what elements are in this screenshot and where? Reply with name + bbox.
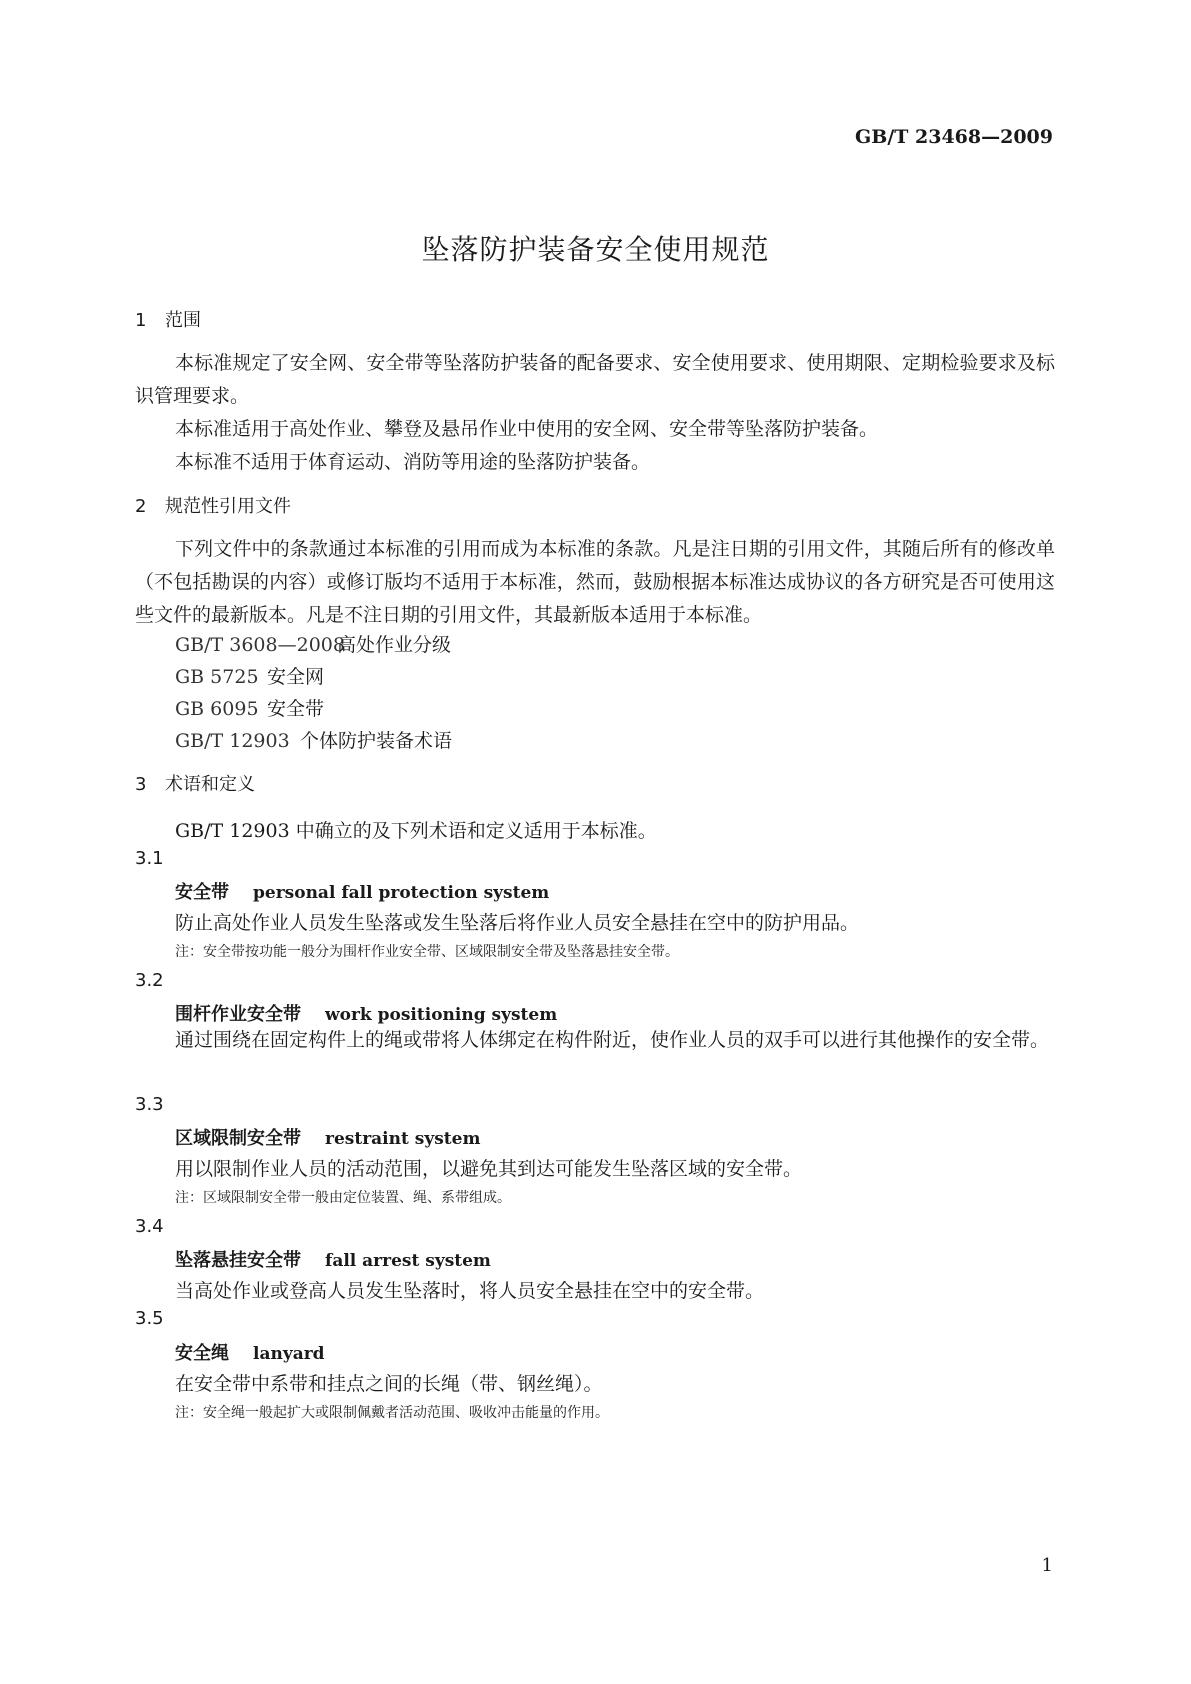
section-title: 范围 xyxy=(165,310,201,331)
section-number: 3 xyxy=(135,774,147,795)
term-number: 3.4 xyxy=(135,1216,164,1237)
term-chinese: 坠落悬挂安全带 xyxy=(175,1250,301,1271)
term-english: personal fall protection system xyxy=(253,883,550,903)
reference-code: GB/T 3608—2008 xyxy=(175,634,345,656)
term-english: work positioning system xyxy=(325,1005,558,1025)
term-chinese: 安全绳 xyxy=(175,1343,229,1364)
reference-title: 安全带 xyxy=(267,698,325,720)
section-title: 术语和定义 xyxy=(165,774,255,795)
reference-title: 个体防护装备术语 xyxy=(300,730,453,752)
term-number: 3.3 xyxy=(135,1094,164,1115)
reference-item xyxy=(175,726,452,753)
term-heading xyxy=(175,1246,491,1272)
term-english: fall arrest system xyxy=(325,1251,491,1271)
term-chinese: 围杆作业安全带 xyxy=(175,1004,301,1025)
term-number: 3.5 xyxy=(135,1308,164,1329)
section-title: 规范性引用文件 xyxy=(165,496,291,517)
term-number: 3.2 xyxy=(135,970,164,991)
term-chinese: 区域限制安全带 xyxy=(175,1128,301,1149)
term-number: 3.1 xyxy=(135,848,164,869)
reference-code: GB/T 12903 xyxy=(175,730,290,752)
page-number: 1 xyxy=(1041,1555,1053,1576)
section-3-heading xyxy=(135,770,255,796)
term-heading xyxy=(175,1000,557,1026)
section-2-paragraph-1: 下列文件中的条款通过本标准的引用而成为本标准的条款。凡是注日期的引用文件，其随后所有的修改单（不包括勘误的内容）或修订版均不适用于本标准，然而，鼓励根据本标准达成协议的各方研究是否可使用这些文件的最新版本。凡是不注日期的引用文件，其最新版本适用于本标准。 xyxy=(135,538,1055,626)
reference-title: 高处作业分级 xyxy=(337,634,452,656)
term-english: lanyard xyxy=(253,1344,325,1364)
term-definition: 通过围绕在固定构件上的绳或带将人体绑定在构件附近，使作业人员的双手可以进行其他操作的安全带。 xyxy=(175,1029,1050,1051)
section-1-paragraph-3: 本标准不适用于体育运动、消防等用途的坠落防护装备。 xyxy=(175,451,651,473)
term-note: 注：安全绳一般起扩大或限制佩戴者活动范围、吸收冲击能量的作用。 xyxy=(175,1405,609,1421)
section-number: 2 xyxy=(135,496,147,517)
section-1-paragraph-1: 本标准规定了安全网、安全带等坠落防护装备的配备要求、安全使用要求、使用期限、定期检验要求及标识管理要求。 xyxy=(135,352,1055,407)
term-definition: 防止高处作业人员发生坠落或发生坠落后将作业人员安全悬挂在空中的防护用品。 xyxy=(175,912,860,934)
term-definition: 当高处作业或登高人员发生坠落时，将人员安全悬挂在空中的安全带。 xyxy=(175,1280,765,1302)
reference-item xyxy=(175,694,324,721)
section-2-heading xyxy=(135,492,291,518)
section-1-paragraph-2: 本标准适用于高处作业、攀登及悬吊作业中使用的安全网、安全带等坠落防护装备。 xyxy=(175,418,879,440)
reference-item xyxy=(175,662,324,689)
term-chinese: 安全带 xyxy=(175,882,229,903)
term-heading xyxy=(175,878,549,904)
term-heading xyxy=(175,1124,480,1150)
reference-item xyxy=(175,630,451,657)
term-english: restraint system xyxy=(325,1129,481,1149)
section-3-paragraph-1: GB/T 12903 中确立的及下列术语和定义适用于本标准。 xyxy=(175,820,657,842)
section-1-heading xyxy=(135,306,201,332)
term-heading xyxy=(175,1339,325,1365)
term-definition: 用以限制作业人员的活动范围，以避免其到达可能发生坠落区域的安全带。 xyxy=(175,1158,803,1180)
reference-code: GB 5725 xyxy=(175,666,259,688)
reference-code: GB 6095 xyxy=(175,698,259,720)
document-title: 坠落防护装备安全使用规范 xyxy=(421,233,770,266)
reference-title: 安全网 xyxy=(267,666,325,688)
standard-code: GB/T 23468—2009 xyxy=(855,126,1053,148)
term-note: 注：区域限制安全带一般由定位装置、绳、系带组成。 xyxy=(175,1190,511,1206)
section-number: 1 xyxy=(135,310,147,331)
term-definition: 在安全带中系带和挂点之间的长绳（带、钢丝绳）。 xyxy=(175,1373,603,1395)
term-note: 注：安全带按功能一般分为围杆作业安全带、区域限制安全带及坠落悬挂安全带。 xyxy=(175,944,679,960)
